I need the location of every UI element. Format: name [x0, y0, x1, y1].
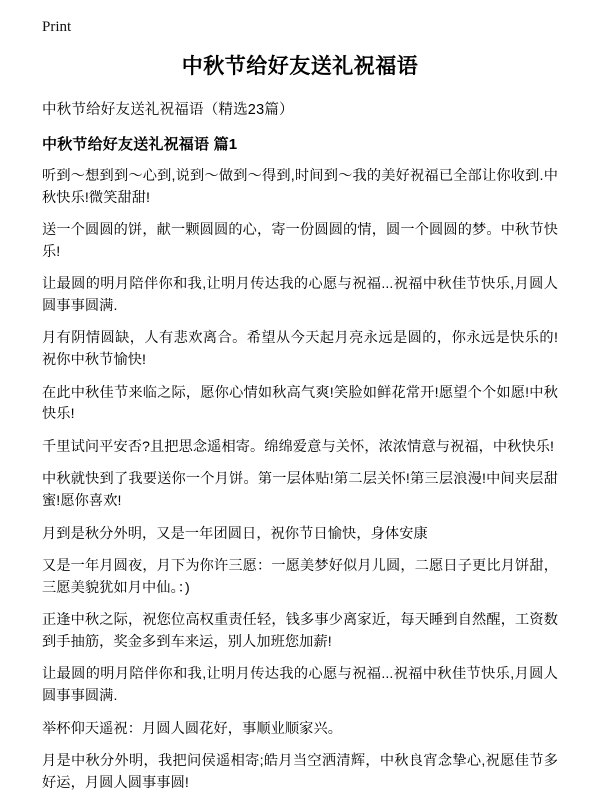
paragraph: 正逢中秋之际，祝您位高权重责任轻，钱多事少离家近，每天睡到自然醒，工资数到手抽筋，奖金多到车来运，别人加班您加薪!	[42, 612, 558, 650]
paragraph: 让最圆的明月陪伴你和我,让明月传达我的心愿与祝福...祝福中秋佳节快乐,月圆人圆事事圆满.	[42, 666, 558, 704]
paragraph: 送一个圆圆的饼，献一颗圆圆的心，寄一份圆圆的情，圆一个圆圆的梦。中秋节快乐!	[42, 222, 558, 260]
paragraph: 举杯仰天遥祝：月圆人圆花好，事顺业顺家兴。	[42, 720, 343, 737]
page-title: 中秋节给好友送礼祝福语	[181, 55, 419, 78]
paragraph: 月有阴情圆缺，人有悲欢离合。希望从今天起月亮永远是圆的，你永远是快乐的!祝你中秋节愉快!	[42, 330, 558, 369]
paragraph: 听到～想到到～心到,说到～做到～得到,时间到～我的美好祝福已全部让你收到.中秋快乐!微笑甜甜!	[42, 168, 558, 206]
print-label[interactable]: Print	[42, 19, 72, 35]
paragraph: 让最圆的明月陪伴你和我,让明月传达我的心愿与祝福...祝福中秋佳节快乐,月圆人圆事事圆满.	[42, 276, 558, 314]
section-heading: 中秋节给好友送礼祝福语 篇1	[42, 136, 238, 153]
paragraph: 月到是秋分外明，又是一年团圆日，祝你节日愉快，身体安康	[42, 525, 428, 542]
paragraph: 月是中秋分外明，我把问侯遥相寄;皓月当空洒清辉，中秋良宵念挚心,祝愿佳节多好运，月圆人圆事事圆!	[42, 753, 558, 791]
document-subtitle: 中秋节给好友送礼祝福语（精选23篇）	[42, 102, 294, 118]
paragraph: 在此中秋佳节来临之际，愿你心情如秋高气爽!笑脸如鲜花常开!愿望个个如愿!中秋快乐!	[42, 384, 558, 423]
paragraph: 又是一年月圆夜，月下为你许三愿：一愿美梦好似月儿圆，二愿日子更比月饼甜，三愿美貌犹如月中仙。：)	[42, 558, 558, 596]
paragraph: 千里试问平安否?且把思念遥相寄。绵绵爱意与关怀，浓浓情意与祝福，中秋快乐!	[42, 438, 555, 455]
paragraph: 中秋就快到了我要送你一个月饼。第一层体贴!第二层关怀!第三层浪漫!中间夹层甜蜜!愿你喜欢!	[42, 471, 558, 509]
